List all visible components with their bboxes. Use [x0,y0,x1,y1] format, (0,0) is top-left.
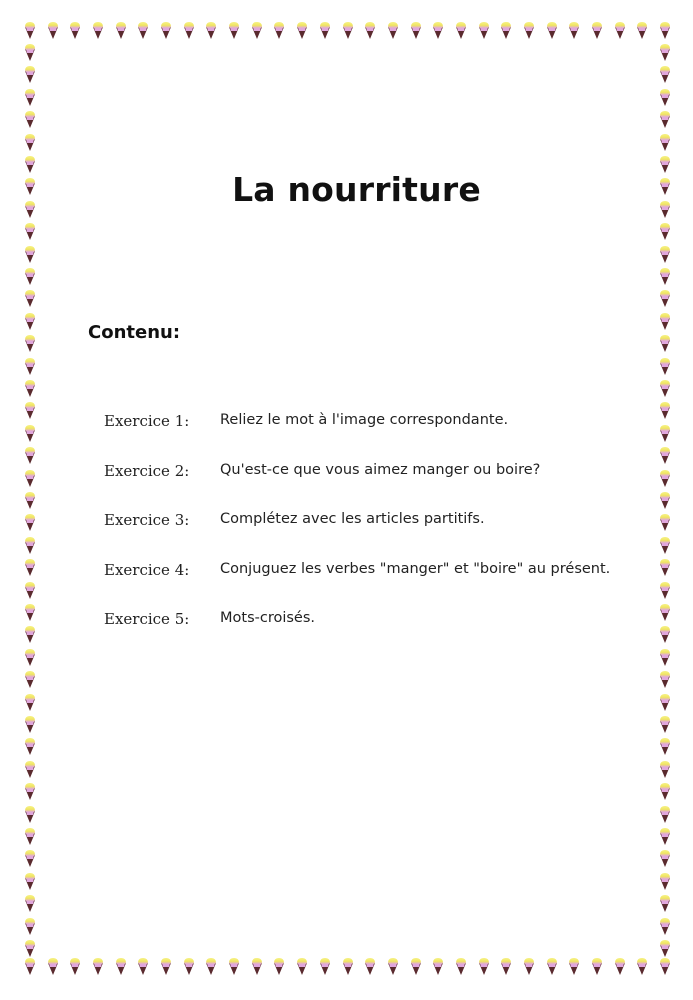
ice-cream-cone-icon [25,671,35,688]
ice-cream-cone-icon [637,22,647,39]
ice-cream-cone-icon [569,958,579,975]
ice-cream-cone-icon [660,313,670,330]
ice-cream-cone-icon [660,649,670,666]
ice-cream-cone-icon [365,22,375,39]
ice-cream-cone-icon [206,22,216,39]
ice-cream-cone-icon [660,582,670,599]
ice-cream-cone-icon [433,958,443,975]
ice-cream-cone-icon [320,958,330,975]
ice-cream-cone-icon [138,958,148,975]
ice-cream-cone-icon [229,958,239,975]
ice-cream-cone-icon [343,22,353,39]
ice-cream-cone-icon [660,447,670,464]
exercise-description: Qu'est-ce que vous aimez manger ou boire? [220,461,541,478]
ice-cream-cone-icon [25,22,35,39]
exercise-label: Exercice 5: [104,610,190,629]
ice-cream-cone-icon [660,44,670,61]
ice-cream-cone-icon [660,828,670,845]
exercise-label: Exercice 4: [104,560,190,579]
ice-cream-cone-icon [25,738,35,755]
ice-cream-cone-icon [25,290,35,307]
ice-cream-cone-icon [569,22,579,39]
ice-cream-cone-icon [25,402,35,419]
ice-cream-cone-icon [297,22,307,39]
ice-cream-cone-icon [660,694,670,711]
ice-cream-cone-icon [161,958,171,975]
ice-cream-cone-icon [25,873,35,890]
ice-cream-cone-icon [25,649,35,666]
ice-cream-cone-icon [660,223,670,240]
ice-cream-cone-icon [660,940,670,957]
ice-cream-cone-icon [25,958,35,975]
ice-cream-cone-icon [25,716,35,733]
ice-cream-cone-icon [660,761,670,778]
ice-cream-cone-icon [184,958,194,975]
ice-cream-cone-icon [25,828,35,845]
ice-cream-cone-icon [660,514,670,531]
exercise-description: Conjuguez les verbes "manger" et "boire" au présent. [220,560,611,577]
ice-cream-cone-icon [25,313,35,330]
ice-cream-cone-icon [25,514,35,531]
ice-cream-cone-icon [660,918,670,935]
ice-cream-cone-icon [660,671,670,688]
ice-cream-cone-icon [25,66,35,83]
ice-cream-cone-icon [25,626,35,643]
ice-cream-cone-icon [660,895,670,912]
ice-cream-cone-icon [660,537,670,554]
ice-cream-cone-icon [660,958,670,975]
ice-cream-cone-icon [161,22,171,39]
ice-cream-cone-icon [25,111,35,128]
ice-cream-cone-icon [25,694,35,711]
ice-cream-cone-icon [479,958,489,975]
ice-cream-cone-icon [411,958,421,975]
ice-cream-cone-icon [547,958,557,975]
ice-cream-cone-icon [660,806,670,823]
ice-cream-cone-icon [660,470,670,487]
ice-cream-cone-icon [25,470,35,487]
ice-cream-cone-icon [524,22,534,39]
ice-cream-cone-icon [637,958,647,975]
ice-cream-cone-icon [660,268,670,285]
ice-cream-cone-icon [343,958,353,975]
exercise-label: Exercice 2: [104,461,190,480]
ice-cream-cone-icon [25,492,35,509]
exercise-label: Exercice 1: [104,412,190,430]
ice-cream-cone-icon [660,66,670,83]
ice-cream-cone-icon [660,425,670,442]
ice-cream-cone-icon [25,223,35,240]
ice-cream-cone-icon [25,806,35,823]
ice-cream-cone-icon [660,89,670,106]
ice-cream-cone-icon [297,958,307,975]
ice-cream-cone-icon [660,783,670,800]
ice-cream-cone-icon [660,290,670,307]
ice-cream-cone-icon [25,895,35,912]
page-title: La nourriture [232,170,481,209]
ice-cream-cone-icon [660,626,670,643]
ice-cream-cone-icon [229,22,239,39]
ice-cream-cone-icon [615,22,625,39]
ice-cream-cone-icon [456,22,466,39]
ice-cream-cone-icon [25,783,35,800]
ice-cream-cone-icon [456,958,466,975]
ice-cream-cone-icon [660,850,670,867]
ice-cream-cone-icon [25,134,35,151]
ice-cream-cone-icon [25,447,35,464]
ice-cream-cone-icon [660,738,670,755]
ice-cream-cone-icon [592,22,602,39]
ice-cream-cone-icon [524,958,534,975]
ice-cream-cone-icon [388,958,398,975]
exercise-description: Complétez avec les articles partitifs. [220,511,485,528]
ice-cream-cone-icon [252,22,262,39]
ice-cream-cone-icon [25,850,35,867]
ice-cream-cone-icon [25,559,35,576]
ice-cream-cone-icon [660,111,670,128]
ice-cream-cone-icon [660,380,670,397]
contents-heading: Contenu: [88,322,181,343]
ice-cream-cone-icon [320,22,330,39]
ice-cream-cone-icon [615,958,625,975]
ice-cream-cone-icon [479,22,489,39]
ice-cream-cone-icon [547,22,557,39]
ice-cream-cone-icon [25,918,35,935]
ice-cream-cone-icon [274,22,284,39]
ice-cream-cone-icon [411,22,421,39]
ice-cream-cone-icon [25,44,35,61]
ice-cream-cone-icon [70,22,80,39]
ice-cream-cone-icon [25,268,35,285]
ice-cream-cone-icon [25,940,35,957]
ice-cream-cone-icon [25,246,35,263]
exercise-description: Reliez le mot à l'image correspondante. [220,412,509,428]
ice-cream-cone-icon [660,873,670,890]
ice-cream-cone-icon [25,358,35,375]
ice-cream-cone-icon [660,604,670,621]
ice-cream-cone-icon [592,958,602,975]
ice-cream-cone-icon [660,716,670,733]
exercise-label: Exercice 3: [104,511,190,530]
ice-cream-cone-icon [274,958,284,975]
ice-cream-cone-icon [660,492,670,509]
ice-cream-cone-icon [660,559,670,576]
ice-cream-cone-icon [48,22,58,39]
ice-cream-cone-icon [252,958,262,975]
ice-cream-cone-icon [93,22,103,39]
ice-cream-cone-icon [501,958,511,975]
ice-cream-cone-icon [660,134,670,151]
ice-cream-cone-icon [184,22,194,39]
ice-cream-cone-icon [25,380,35,397]
ice-cream-cone-icon [48,958,58,975]
ice-cream-cone-icon [501,22,511,39]
ice-cream-cone-icon [138,22,148,39]
ice-cream-cone-icon [116,22,126,39]
ice-cream-cone-icon [25,425,35,442]
ice-cream-cone-icon [388,22,398,39]
ice-cream-cone-icon [25,89,35,106]
ice-cream-cone-icon [433,22,443,39]
ice-cream-cone-icon [206,958,216,975]
ice-cream-cone-icon [25,335,35,352]
ice-cream-cone-icon [660,22,670,39]
ice-cream-cone-icon [93,958,103,975]
ice-cream-cone-icon [660,402,670,419]
ice-cream-cone-icon [660,358,670,375]
ice-cream-cone-icon [25,761,35,778]
ice-cream-cone-icon [25,537,35,554]
ice-cream-cone-icon [365,958,375,975]
ice-cream-cone-icon [25,604,35,621]
exercise-description: Mots-croisés. [220,610,316,627]
ice-cream-cone-icon [660,335,670,352]
ice-cream-cone-icon [116,958,126,975]
ice-cream-cone-icon [660,246,670,263]
ice-cream-cone-icon [25,582,35,599]
ice-cream-cone-icon [70,958,80,975]
